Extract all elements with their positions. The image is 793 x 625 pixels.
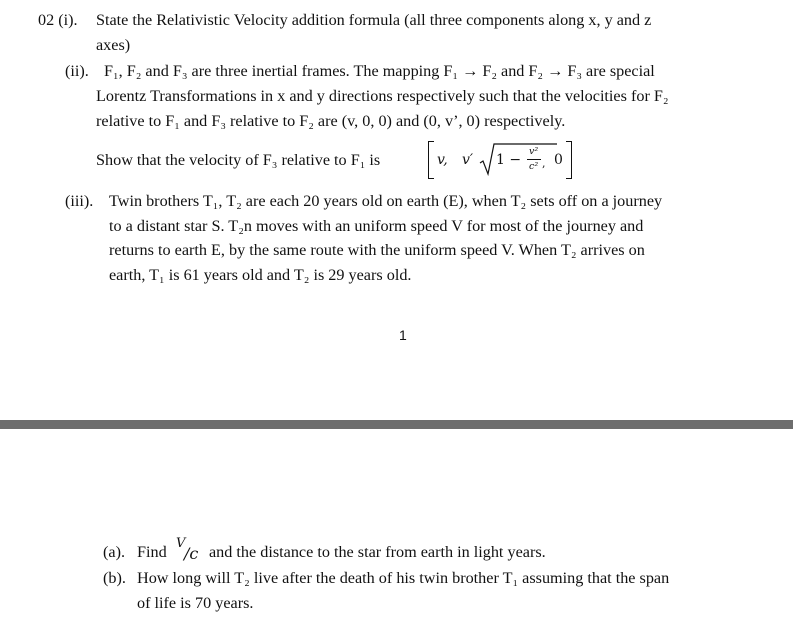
part-a-slash-c: /c bbox=[184, 544, 199, 563]
part-b-label: (b). bbox=[103, 569, 126, 587]
page-divider bbox=[0, 420, 793, 429]
part-a-label: (a). bbox=[103, 543, 126, 561]
part-a-v-symbol: V bbox=[176, 536, 186, 551]
page-number: 1 bbox=[399, 327, 407, 343]
expr-v: v, bbox=[437, 152, 448, 168]
part-ii-line-3: relative to F₁ and F₃ relative to F₂ are (v, 0, 0) and (0, v’, 0) respectively. bbox=[96, 112, 566, 130]
fraction-numerator: v² bbox=[529, 146, 539, 157]
part-iii-line-2: to a distant star S. T₂n moves with an uniform speed V for most of the journey and bbox=[109, 217, 644, 235]
left-bracket bbox=[428, 141, 434, 179]
velocity-expression bbox=[428, 141, 576, 179]
fraction-denominator: c² bbox=[529, 161, 539, 172]
right-bracket bbox=[566, 141, 572, 179]
part-a-find: Find bbox=[137, 543, 167, 561]
part-iii-line-4: earth, T₁ is 61 years old and T₂ is 29 years old. bbox=[109, 266, 412, 284]
part-iii-label: (iii). bbox=[65, 192, 94, 210]
part-ii-line-2: Lorentz Transformations in x and y directions respectively such that the velocities for F₂ bbox=[96, 87, 669, 105]
part-iii-line-1: Twin brothers T₁, T₂ are each 20 years old on earth (E), when T₂ sets off on a journey bbox=[109, 192, 663, 210]
part-a-rest: and the distance to the star from earth in light years. bbox=[209, 543, 546, 561]
part-iii-line-3: returns to earth E, by the same route with the uniform speed V. When T₂ arrives on bbox=[109, 241, 645, 259]
question-number: 02 (i). bbox=[38, 11, 78, 29]
expr-zero: 0 bbox=[554, 152, 563, 168]
fraction-bar bbox=[527, 159, 541, 160]
part-i-line-1: State the Relativistic Velocity addition formula (all three components along x, y and z bbox=[96, 11, 652, 29]
part-i-line-2: axes) bbox=[96, 36, 131, 54]
part-b-line-2: of life is 70 years. bbox=[137, 594, 254, 612]
part-ii-show-text: Show that the velocity of F₃ relative to F₁ is bbox=[96, 151, 381, 169]
expr-v-prime: v′ bbox=[462, 152, 474, 168]
page-lower bbox=[0, 429, 793, 625]
expr-trail-comma: , bbox=[542, 157, 546, 170]
part-b-line-1: How long will T₂ live after the death of his twin brother T₁ assuming that the span bbox=[137, 569, 670, 587]
part-ii-line-1: F₁, F₂ and F₃ are three inertial frames. The mapping F₁ → F₂ and F₂ → F₃ are special bbox=[104, 62, 655, 80]
part-ii-label: (ii). bbox=[65, 62, 89, 80]
expr-one-minus: 1 − bbox=[496, 152, 522, 168]
